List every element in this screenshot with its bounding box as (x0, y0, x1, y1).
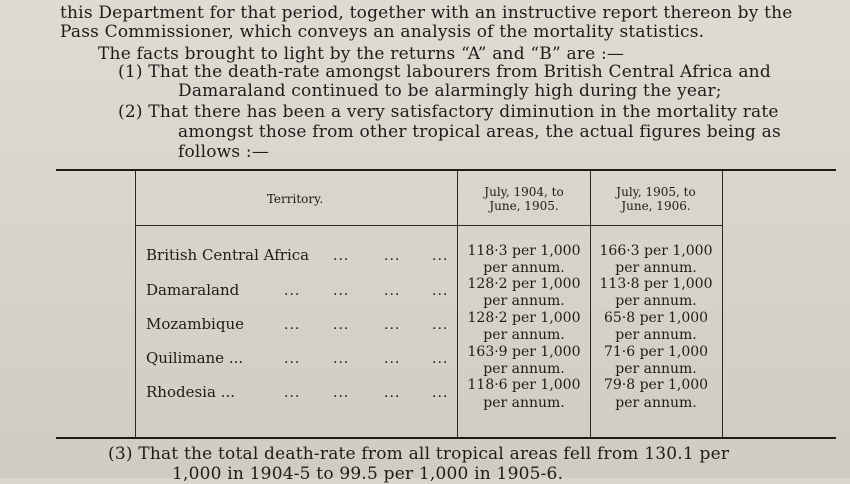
table-divider (457, 171, 458, 437)
leader-dots: ... (333, 283, 350, 299)
paragraph-line: this Department for that period, together with an instructive report thereon by the (60, 3, 793, 23)
paragraph-line: The facts brought to light by the returns “A” and “B” are :— (98, 44, 625, 64)
rate-unit: per annum. (483, 327, 565, 343)
rate-1904: 118·3 per 1,000 (467, 243, 581, 259)
rate-unit: per annum. (615, 260, 697, 276)
leader-dots: ... (384, 248, 401, 264)
table-divider (722, 171, 723, 437)
leader-dots: ... (284, 351, 301, 367)
leader-dots: ... (284, 317, 301, 333)
rate-unit: per annum. (483, 395, 565, 411)
column-header-1904: June, 1905. (489, 199, 559, 213)
leader-dots: ... (432, 385, 449, 401)
rate-unit: per annum. (615, 361, 697, 377)
rate-unit: per annum. (615, 293, 697, 309)
territory-name: Mozambique (146, 315, 244, 333)
rate-1905: 166·3 per 1,000 (599, 243, 713, 259)
rate-unit: per annum. (483, 260, 565, 276)
column-header-1905: July, 1905, to (616, 185, 696, 199)
column-header-1905: June, 1906. (621, 199, 691, 213)
territory-name: British Central Africa (146, 246, 310, 264)
leader-dots: ... (333, 248, 350, 264)
rate-1904: 128·2 per 1,000 (467, 310, 581, 326)
list-item-2-continued: amongst those from other tropical areas, the actual figures being as (178, 122, 781, 142)
rate-1905: 79·8 per 1,000 (603, 377, 709, 393)
table-divider (590, 171, 591, 437)
table-header-rule (135, 225, 722, 226)
territory-name: Rhodesia ... (146, 383, 235, 401)
rate-unit: per annum. (483, 293, 565, 309)
rate-1905: 113·8 per 1,000 (599, 276, 713, 292)
list-item-1-continued: Damaraland continued to be alarmingly high during the year; (178, 81, 722, 101)
leader-dots: ... (384, 317, 401, 333)
leader-dots: ... (284, 385, 301, 401)
leader-dots: ... (333, 317, 350, 333)
territory-name: Damaraland (146, 281, 240, 299)
leader-dots: ... (284, 283, 301, 299)
table-bottom-rule (56, 437, 836, 439)
leader-dots: ... (333, 351, 350, 367)
rate-1904: 128·2 per 1,000 (467, 276, 581, 292)
table-divider (135, 171, 136, 437)
leader-dots: ... (432, 248, 449, 264)
list-item-3: (3) That the total death-rate from all tropical areas fell from 130.1 per (108, 444, 730, 464)
table-top-rule (56, 169, 836, 171)
rate-1904: 163·9 per 1,000 (467, 344, 581, 360)
list-item-2-continued: follows :— (178, 142, 270, 162)
rate-unit: per annum. (483, 361, 565, 377)
leader-dots: ... (432, 283, 449, 299)
column-header-1904: July, 1904, to (484, 185, 564, 199)
rate-1904: 118·6 per 1,000 (467, 377, 581, 393)
leader-dots: ... (432, 351, 449, 367)
list-item-3-continued: 1,000 in 1904-5 to 99.5 per 1,000 in 1905-6. (172, 464, 564, 484)
paragraph-line: Pass Commissioner, which conveys an analysis of the mortality statistics. (60, 22, 705, 42)
leader-dots: ... (384, 385, 401, 401)
rate-unit: per annum. (615, 395, 697, 411)
leader-dots: ... (432, 317, 449, 333)
leader-dots: ... (384, 283, 401, 299)
leader-dots: ... (384, 351, 401, 367)
rate-1905: 71·6 per 1,000 (603, 344, 709, 360)
list-item-2: (2) That there has been a very satisfactory diminution in the mortality rate (118, 102, 779, 122)
rate-1905: 65·8 per 1,000 (603, 310, 709, 326)
rate-unit: per annum. (615, 327, 697, 343)
territory-name: Quilimane ... (146, 349, 244, 367)
list-item-1: (1) That the death-rate amongst labourers from British Central Africa and (118, 62, 771, 82)
leader-dots: ... (333, 385, 350, 401)
column-header-territory: Territory. (266, 192, 324, 206)
